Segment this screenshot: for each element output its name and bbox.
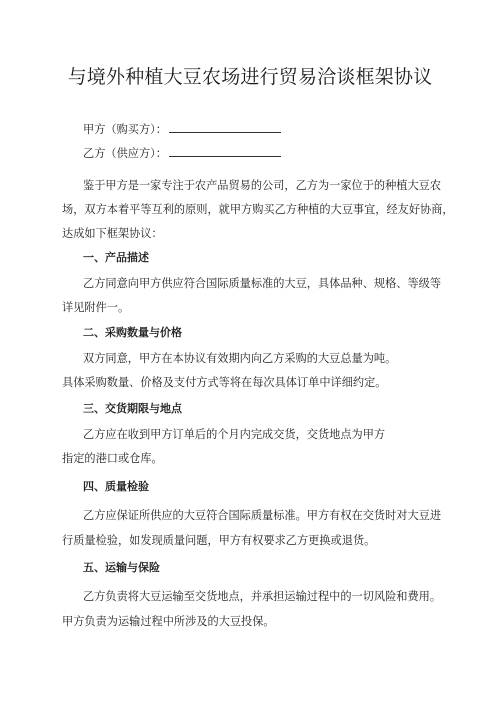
- section-text: 指定的港口或仓库。: [62, 452, 163, 465]
- intro-line: 场，双方本着平等互利的原则，就甲方购买乙方种植的大豆事宜，经友好协商，: [62, 203, 454, 216]
- intro-line: 鉴于甲方是一家专注于农产品贸易的公司，乙方为一家位于的种植大豆农: [83, 179, 442, 192]
- section-heading: 三、交货期限与地点: [83, 402, 182, 415]
- section-text: 乙方同意向甲方供应符合国际质量标准的大豆，具体品种、规格、等级等: [83, 277, 442, 290]
- party-a-line: [83, 121, 281, 138]
- section-text: 具体采购数量、价格及支付方式等将在每次具体订单中详细约定。: [62, 376, 387, 389]
- party-b-blank[interactable]: [169, 145, 281, 157]
- section-heading: 五、运输与保险: [83, 561, 160, 574]
- section-text: 双方同意，甲方在本协议有效期内向乙方采购的大豆总量为吨。: [83, 352, 397, 365]
- section-text: 乙方负责将大豆运输至交货地点，并承担运输过程中的一切风险和费用。: [83, 590, 442, 603]
- section-heading: 二、采购数量与价格: [83, 326, 182, 339]
- party-a-blank[interactable]: [169, 121, 281, 133]
- section-text: 行质量检验，如发现质量问题，甲方有权要求乙方更换或退货。: [62, 534, 376, 547]
- party-b-label: 乙方（供应方）：: [83, 147, 167, 160]
- document-title: 与境外种植大豆农场进行贸易洽谈框架协议: [67, 66, 433, 88]
- section-text: 甲方负责为运输过程中所涉及的大豆投保。: [62, 615, 275, 628]
- section-heading: 四、质量检验: [83, 480, 149, 493]
- section-text: 详见附件一。: [62, 301, 130, 314]
- party-a-label: 甲方（购买方）：: [83, 123, 167, 136]
- section-text: 乙方应保证所供应的大豆符合国际质量标准。甲方有权在交货时对大豆进: [83, 509, 442, 522]
- intro-line: 达成如下框架协议：: [62, 227, 163, 240]
- party-b-line: [83, 145, 281, 162]
- section-heading: 一、产品描述: [83, 251, 149, 264]
- section-text: 乙方应在收到甲方订单后的个月内完成交货，交货地点为甲方: [83, 428, 386, 441]
